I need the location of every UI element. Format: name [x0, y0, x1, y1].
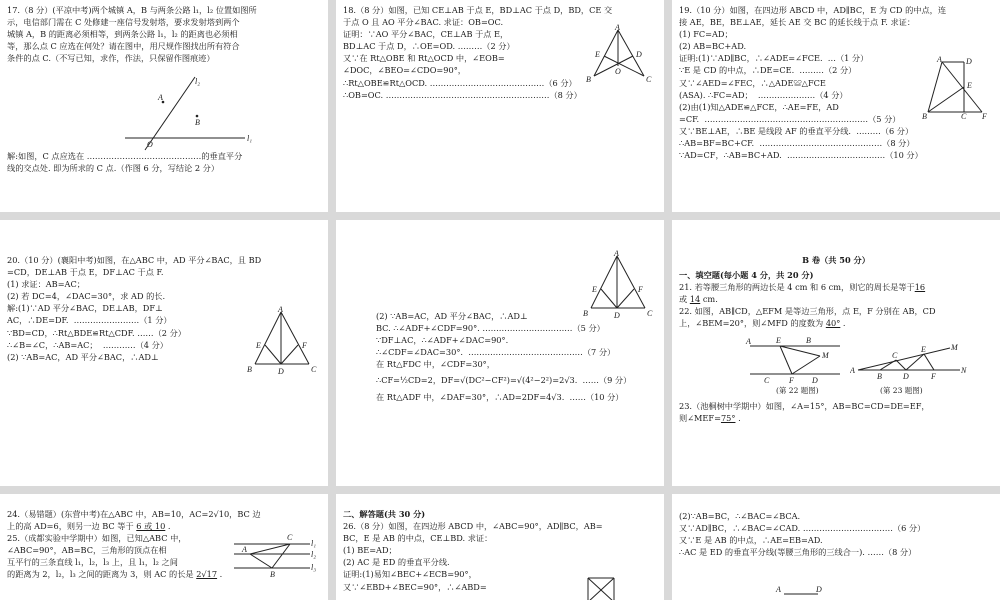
q19-figure — [920, 54, 990, 119]
q25-text: 25.（成都实验中学期中）如图，已知△ABC 中， — [7, 533, 187, 544]
b-juan-title: B 卷（共 50 分） — [802, 255, 870, 265]
q22-label-C: C — [764, 376, 770, 384]
q20-label-E: E — [256, 341, 261, 350]
q17-line: 17.（8 分）(平凉中考)两个城镇 A，B 与两条公路 l₁，l₂ 位置如图所 — [7, 5, 257, 15]
q17-label-l1: l₁ — [247, 134, 253, 143]
q19-label-A: A — [937, 55, 942, 64]
q17-line: 条件的点 C.（不写已知，求作，作法，只保留作图痕迹） — [7, 53, 215, 64]
q18-line: BD⊥AC 于点 D，∴OE=OD. ………（2 分） — [343, 41, 515, 52]
q19-label-B: B — [922, 112, 927, 119]
q23-label-A: A — [850, 366, 855, 375]
q21-answer-2: 14 — [689, 294, 701, 305]
q17-figure — [115, 72, 275, 152]
q26b-label-A: A — [776, 585, 781, 594]
q18-label-D: D — [636, 50, 642, 59]
q20-line: ∴∠B=∠C，∴AB=AC； …………（4 分） — [7, 339, 168, 350]
q20b-label-D: D — [614, 311, 620, 320]
q24-text: 24.（易错题）(东营中考)在△ABC 中，AB=10，AC=2√10，BC 边 — [7, 509, 261, 519]
q22-label-F: F — [789, 376, 794, 384]
q25-answer: 2√17 — [196, 569, 218, 580]
q19-label-C: C — [961, 112, 967, 119]
q20-line: 20.（10 分）(襄阳中考)如图，在△ABC 中，AD 平分∠BAC，且 BD — [7, 255, 262, 265]
q26-line: (2) AC 是 ED 的垂直平分线. — [343, 557, 450, 568]
panel-q20 — [0, 220, 328, 486]
q25-text-2: ∠ABC=90°，AB=BC，三角形的顶点在相 — [7, 545, 167, 556]
panel-q26-cont — [672, 494, 1000, 600]
q20-figure — [245, 306, 320, 376]
q19-line: ∵E 是 CD 的中点，∴DE=CE. ………（2 分） — [679, 65, 857, 76]
q19-line: 又∵BE⊥AE，∴BE 是线段 AF 的垂直平分线. ………（6 分） — [679, 125, 914, 136]
q20-label-C: C — [311, 365, 317, 374]
q18-label-C: C — [646, 75, 652, 84]
q17-answer: 线的交点处. 即为所求的 C 点.（作图 6 分，写结论 2 分） — [7, 163, 220, 174]
q18-line: ∴Rt△OBE≌Rt△OCD. ……………………………………（6 分） — [343, 77, 577, 88]
q22-text: 22. 如图，AB∥CD，△EFM 是等边三角形，点 E，F 分别在 AB，CD — [679, 306, 936, 317]
q22-figure — [740, 334, 855, 384]
q18-line: 又∵在 Rt△OBE 和 Rt△OCD 中，∠EOB= — [343, 53, 505, 64]
q18-line: 证明：∵AO 平分∠BAC，CE⊥AB 于点 E， — [343, 29, 509, 40]
q26-line: (1) BE=AD； — [343, 545, 397, 556]
q17-label-A: A — [158, 93, 163, 102]
q25-label-A: A — [242, 545, 247, 554]
q20-line: (1) 求证：AB=AC； — [7, 279, 85, 290]
q26-line: 26.（8 分）如图，在四边形 ABCD 中，∠ABC=90°，AD∥BC，AB= — [343, 521, 603, 532]
q20b-label-C: C — [647, 309, 653, 318]
q20-line: 解:(1)∵AD 平分∠BAC，DE⊥AB，DF⊥ — [7, 303, 163, 314]
q17-label-B: B — [195, 118, 200, 127]
q20-label-A: A — [278, 306, 283, 314]
q21-text-2: 或 14 cm. — [679, 294, 718, 305]
q19-line: 证明:(1)∵AD∥BC，∴∠ADE=∠FCE. …（1 分） — [679, 53, 869, 64]
q22-label-B: B — [806, 336, 811, 345]
q22-text-2: 上，∠BEM=20°，则∠MFD 的度数为 40° . — [679, 318, 846, 329]
q19-line: 又∵∠AED=∠FEC，∴△ADE≌△FCE — [679, 77, 826, 88]
q20b-label-E: E — [592, 285, 597, 294]
q20-label-F: F — [302, 341, 307, 350]
q18-label-B: B — [586, 75, 591, 84]
q22-label-D: D — [812, 376, 818, 384]
panel-q19 — [672, 0, 1000, 212]
q17-line: 示，电信部门需在 C 处修建一座信号发射塔，要求发射塔到两个 — [7, 17, 240, 28]
q18-line: ∠DOC，∠BEO=∠CDO=90°， — [343, 65, 466, 76]
q17-label-l2: l₂ — [195, 77, 201, 86]
panel-q24-25 — [0, 494, 328, 600]
q20b-line: 在 Rt△ADF 中，∠DAF=30°，∴AD=2DF=4√3. ……（10 分） — [376, 391, 624, 402]
q23-label-N: N — [961, 366, 967, 375]
q23-label-B: B — [877, 372, 882, 380]
q23-label-C: C — [892, 351, 898, 360]
q17-line: 等，那么点 C 应选在何处？请在图中，用尺规作图找出所有符合 — [7, 41, 240, 52]
q26b-line: 又∵E 是 AB 的中点，∴AE=EB=AD. — [679, 535, 823, 546]
q23-caption: (第 23 题图) — [880, 386, 923, 395]
q19-label-D: D — [966, 57, 972, 66]
q23-label-F: F — [931, 372, 936, 380]
q26b-label-D: D — [816, 585, 822, 594]
panel-q20-cont — [336, 220, 664, 486]
q17-label-O: O — [147, 140, 153, 149]
panel-q17 — [0, 0, 328, 212]
section2-heading: 二、解答题(共 30 分) — [343, 509, 426, 519]
q23-answer: 75° — [720, 413, 736, 424]
q26-figure — [584, 574, 624, 600]
q19-line: ∵AD=CF，∴AB=BC+AD. ………………………………（10 分） — [679, 150, 923, 161]
q26b-figure — [772, 582, 852, 600]
q20-line: AC，∴DE=DF. ……………………（1 分） — [7, 315, 172, 326]
panel-q18 — [336, 0, 664, 212]
q23-label-E: E — [921, 345, 926, 354]
q26b-line: ∴AC 是 ED 的垂直平分线(等腰三角形的三线合一). ……（8 分） — [679, 547, 917, 558]
q18-label-O: O — [615, 67, 621, 76]
panel-q26 — [336, 494, 664, 600]
q19-line: =CF. ……………………………………………………（5 分） — [679, 113, 901, 124]
q24-text-2: 上的高 AD=6，则另一边 BC 等于 6 或 10 . — [7, 521, 171, 532]
q19-line: (ASA). ∴FC=AD； …………………（4 分） — [679, 89, 848, 100]
q25-label-l1: l₁ — [311, 539, 317, 548]
q18-figure — [586, 24, 656, 86]
q23-label-D: D — [903, 372, 909, 380]
q25-label-l3: l₃ — [311, 563, 317, 572]
q22-label-E: E — [776, 336, 781, 345]
q22-label-M: M — [822, 351, 829, 360]
q24-answer: 6 或 10 — [136, 521, 166, 532]
q20-label-D: D — [278, 367, 284, 376]
q20-line: (2) 若 DC=4，∠DAC=30°，求 AD 的长. — [7, 291, 166, 302]
q19-line: (2)由(1)知△ADE≌△FCE，∴AE=FE，AD — [679, 101, 839, 112]
q25-figure — [232, 530, 322, 580]
q20b-line: ∴∠CDF=∠DAC=30°. ……………………………………（7 分） — [376, 347, 616, 358]
q19-label-F: F — [982, 112, 987, 119]
q26-line: BC，E 是 AB 的中点，CE⊥BD. 求证： — [343, 533, 493, 544]
q22-caption: (第 22 题图) — [776, 386, 819, 395]
q20b-line: ∴CF=½CD=2，DF=√(DC²−CF²)=√(4²−2²)=2√3. ……（9 分） — [376, 375, 632, 386]
q26-line: 证明:(1)易知∠BEC+∠ECB=90°， — [343, 569, 477, 580]
q25-label-B: B — [270, 570, 275, 579]
q20b-label-A: A — [614, 250, 619, 258]
q18-line: ∴OB=OC. ……………………………………………………（8 分） — [343, 89, 582, 100]
q22-answer: 40° — [825, 318, 841, 329]
q20-line: (2) ∵AB=AC，AD 平分∠BAC，∴AD⊥ — [7, 351, 159, 362]
q17-answer: 解:如图，C 点应选在 ……………………………………的垂直平分 — [7, 151, 243, 161]
q20b-label-B: B — [583, 309, 588, 318]
q20-label-B: B — [247, 365, 252, 374]
q26-line: 又∵∠EBD+∠BEC=90°，∴∠ABD= — [343, 581, 487, 592]
q18-label-E: E — [595, 50, 600, 59]
q19-line: 19.（10 分）如图，在四边形 ABCD 中，AD∥BC，E 为 CD 的中点，连 — [679, 5, 947, 15]
q23-label-M: M — [951, 343, 958, 352]
q26b-line: (2)∵AB=BC，∴∠BAC=∠BCA. — [679, 511, 801, 521]
q21-text: 21. 若等腰三角形的两边长是 4 cm 和 6 cm，则它的周长是等于16 — [679, 282, 926, 293]
q23-text: 23.（池桐树中学期中）如图，∠A=15°，AB=BC=CD=DE=EF， — [679, 401, 930, 411]
q20b-line: ∵DF⊥AC，∴∠ADF+∠DAC=90°. — [376, 335, 509, 346]
q18-label-A: A — [615, 24, 620, 32]
q20b-line: 在 Rt△FDC 中，∠CDF=30°， — [376, 359, 495, 370]
q19-line: (1) FC=AD； — [679, 29, 733, 40]
q25-label-C: C — [287, 533, 293, 542]
q22-label-A: A — [746, 337, 751, 346]
section1-heading: 一、填空题(每小题 4 分，共 20 分) — [679, 270, 814, 281]
panel-b-juan — [672, 220, 1000, 486]
q25-text-3: 互平行的三条直线 l₁，l₂，l₃ 上，且 l₁，l₂ 之间 — [7, 557, 178, 568]
q19-label-E: E — [967, 81, 972, 90]
q21-answer-1: 16 — [914, 282, 926, 293]
q17-line: 城镇 A，B 的距离必须相等，到两条公路 l₁，l₂ 的距离也必须相 — [7, 29, 238, 40]
q20b-line: BC. ∴∠ADF+∠CDF=90°. ……………………………（5 分） — [376, 323, 605, 334]
q20b-label-F: F — [638, 285, 643, 294]
q26b-line: 又∵AD∥BC，∴∠BAC=∠CAD. ……………………………（6 分） — [679, 523, 926, 534]
q19-line: (2) AB=BC+AD. — [679, 41, 747, 52]
q19-line: 接 AE，BE，BE⊥AE，延长 AE 交 BC 的延长线于点 F. 求证： — [679, 17, 916, 28]
q20b-line: (2) ∵AB=AC，AD 平分∠BAC，∴AD⊥ — [376, 311, 528, 321]
q19-line: ∴AB=BF=BC+CF. ………………………………………（8 分） — [679, 138, 915, 149]
q20-line: ∵BD=CD，∴Rt△BDE≌Rt△CDF. ……（2 分） — [7, 327, 186, 338]
q23-text-2: 则∠MEF=75° . — [679, 413, 741, 424]
q18-line: 于点 O 且 AO 平分∠BAC. 求证：OB=OC. — [343, 17, 504, 28]
q25-text-4: 的距离为 2，l₂，l₃ 之间的距离为 3，则 AC 的长是 2√17 . — [7, 569, 223, 580]
q20-line: =CD，DE⊥AB 于点 E，DF⊥AC 于点 F. — [7, 267, 164, 278]
q18-line: 18.（8 分）如图，已知 CE⊥AB 于点 E，BD⊥AC 于点 D，BD，CE 交 — [343, 5, 613, 15]
q23-figure — [850, 340, 970, 380]
q25-label-l2: l₂ — [311, 550, 317, 559]
